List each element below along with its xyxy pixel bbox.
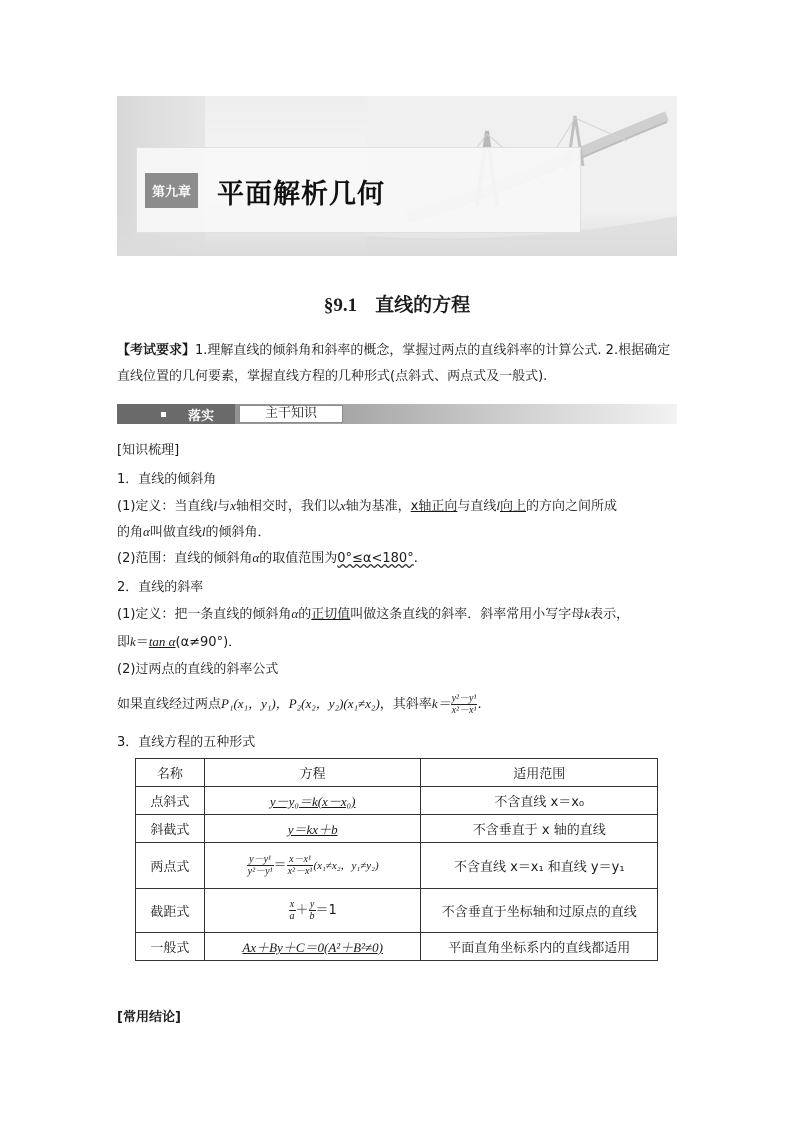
- equation: y＝kx＋b: [287, 822, 338, 837]
- row-name: 一般式: [136, 933, 205, 961]
- table-row: [136, 787, 658, 815]
- conclusion-heading: [常用结论]: [117, 1010, 181, 1025]
- section-bar: [117, 404, 677, 424]
- header-equation: 方程: [204, 759, 421, 787]
- answer-blank: 0°≤α<180°: [337, 551, 414, 566]
- row-name: 斜截式: [136, 815, 205, 843]
- text: 的: [298, 607, 312, 622]
- s1-definition-line2: [117, 522, 271, 543]
- table-row: [136, 933, 658, 961]
- s3-title: 3．直线方程的五种形式: [117, 735, 256, 750]
- slope-fraction: [451, 693, 478, 716]
- row-scope: 不含垂直于坐标轴和过原点的直线: [421, 889, 658, 933]
- var-k: k＝: [431, 696, 451, 711]
- condition: (x₁≠x₂，y₁≠y₂): [313, 860, 379, 872]
- fraction: [289, 899, 296, 922]
- s2-formula-title: (2)过两点的直线的斜率公式: [117, 662, 279, 677]
- equation: Ax＋By＋C＝0(A²＋B²≠0): [242, 940, 383, 955]
- fraction-denominator: x²－x¹: [451, 705, 477, 716]
- answer-blank: 正切值: [311, 607, 351, 622]
- header-scope: 适用范围: [421, 759, 658, 787]
- square-bullet-icon: [161, 412, 166, 417]
- fraction-denominator: a: [289, 911, 295, 922]
- bar-right: 主干知识: [239, 405, 343, 423]
- text: 叫做这条直线的斜率．斜率常用小写字母: [350, 607, 585, 622]
- equals: ＝: [273, 858, 287, 873]
- fraction: [287, 854, 314, 877]
- row-name: 点斜式: [136, 787, 205, 815]
- chapter-title: 平面解析几何: [217, 179, 385, 210]
- text: (1)定义：当直线: [117, 499, 214, 514]
- text: (α≠90°)．: [175, 635, 242, 650]
- text: 表示，: [590, 607, 630, 622]
- equation: y－y₀＝k(x－x₀): [269, 794, 356, 809]
- s2-definition-line2: [117, 632, 241, 653]
- equals-one: ＝1: [315, 903, 337, 918]
- answer-blank: x轴正向: [410, 499, 458, 514]
- section-number: §9.1: [323, 295, 358, 316]
- text: 与: [217, 499, 231, 514]
- exam-requirements: [117, 338, 680, 390]
- text: 的取值范围为: [259, 551, 338, 566]
- text: 叫做直线: [149, 525, 202, 540]
- var-alpha: α: [291, 606, 299, 621]
- s2-definition-line1: [117, 604, 629, 625]
- answer-blank: tan α: [148, 634, 176, 649]
- row-scope: 平面直角坐标系内的直线都适用: [421, 933, 658, 961]
- row-name: 截距式: [136, 889, 205, 933]
- var-x: x: [230, 498, 236, 513]
- exam-text: 1.理解直线的倾斜角和斜率的概念，掌握过两点的直线斜率的计算公式. 2.根据确定直线位置的几何要素，掌握直线方程的几种形式(点斜式、两点式及一般式).: [117, 343, 671, 384]
- bar-left: [117, 404, 235, 424]
- fraction: [247, 854, 274, 877]
- row-scope: 不含垂直于 x 轴的直线: [421, 815, 658, 843]
- text: 轴为基准，: [345, 499, 411, 514]
- text: 的角: [117, 525, 144, 540]
- s1-definition-line1: [117, 496, 617, 517]
- points-expression: P₁(x₁，y₁)，P₂(x₂，y₂)(x₁≠x₂): [221, 696, 380, 711]
- text: .: [477, 697, 482, 712]
- table-header: [136, 759, 658, 787]
- text: 与直线: [457, 499, 497, 514]
- header-name: 名称: [136, 759, 205, 787]
- row-name: 两点式: [136, 843, 205, 889]
- row-equation: [204, 843, 421, 889]
- row-equation: [204, 815, 421, 843]
- chapter-tag: 第九章: [145, 173, 198, 208]
- text: (2)范围：直线的倾斜角: [117, 551, 253, 566]
- fraction: [309, 899, 316, 922]
- line-equation-table: [135, 758, 658, 961]
- table-row: [136, 815, 658, 843]
- s2-title: 2．直线的斜率: [117, 580, 204, 595]
- exam-label: 【考试要求】: [117, 343, 196, 358]
- knowledge-heading: [知识梳理]: [117, 443, 180, 458]
- text: ＝: [135, 635, 149, 650]
- fraction-denominator: x²－x¹: [287, 866, 313, 877]
- table-row: [136, 843, 658, 889]
- table-row: [136, 889, 658, 933]
- text: 即: [117, 635, 131, 650]
- fraction-numerator: x: [289, 899, 295, 910]
- var-alpha: α: [252, 550, 260, 565]
- answer-blank: 向上: [500, 499, 527, 514]
- row-scope: 不含直线 x＝x₁ 和直线 y＝y₁: [421, 843, 658, 889]
- text: ，其斜率: [379, 697, 432, 712]
- section-name: 直线的方程: [375, 294, 471, 316]
- s2-formula: [117, 693, 482, 716]
- s1-range: [117, 548, 418, 569]
- fraction-denominator: y²－y¹: [247, 866, 273, 877]
- row-scope: 不含直线 x＝x₀: [421, 787, 658, 815]
- var-l: l: [496, 498, 500, 513]
- var-k: k: [584, 606, 591, 621]
- row-equation: [204, 933, 421, 961]
- fraction-numerator: x－x¹: [287, 854, 314, 866]
- section-title: [0, 290, 794, 317]
- plus: ＋: [295, 903, 309, 918]
- fraction-numerator: y: [309, 899, 315, 910]
- row-equation: [204, 889, 421, 933]
- text: 的方向之间所成: [526, 499, 618, 514]
- bar-left-label: 落实: [188, 408, 215, 424]
- var-alpha: α: [143, 524, 150, 539]
- fraction-denominator: b: [309, 911, 315, 922]
- var-l: l: [201, 524, 206, 539]
- text: 如果直线经过两点: [117, 697, 222, 712]
- text: 的倾斜角．: [205, 525, 271, 540]
- fraction-numerator: y－y¹: [247, 854, 274, 866]
- var-l: l: [213, 498, 218, 513]
- var-x: x: [339, 498, 346, 513]
- row-equation: [204, 787, 421, 815]
- text: .: [413, 551, 418, 566]
- fraction-numerator: y²－y¹: [451, 693, 477, 704]
- s1-title: 1．直线的倾斜角: [117, 472, 217, 487]
- text: (1)定义：把一条直线的倾斜角: [117, 607, 292, 622]
- var-k: k: [130, 634, 136, 649]
- text: 轴相交时，我们以: [235, 499, 340, 514]
